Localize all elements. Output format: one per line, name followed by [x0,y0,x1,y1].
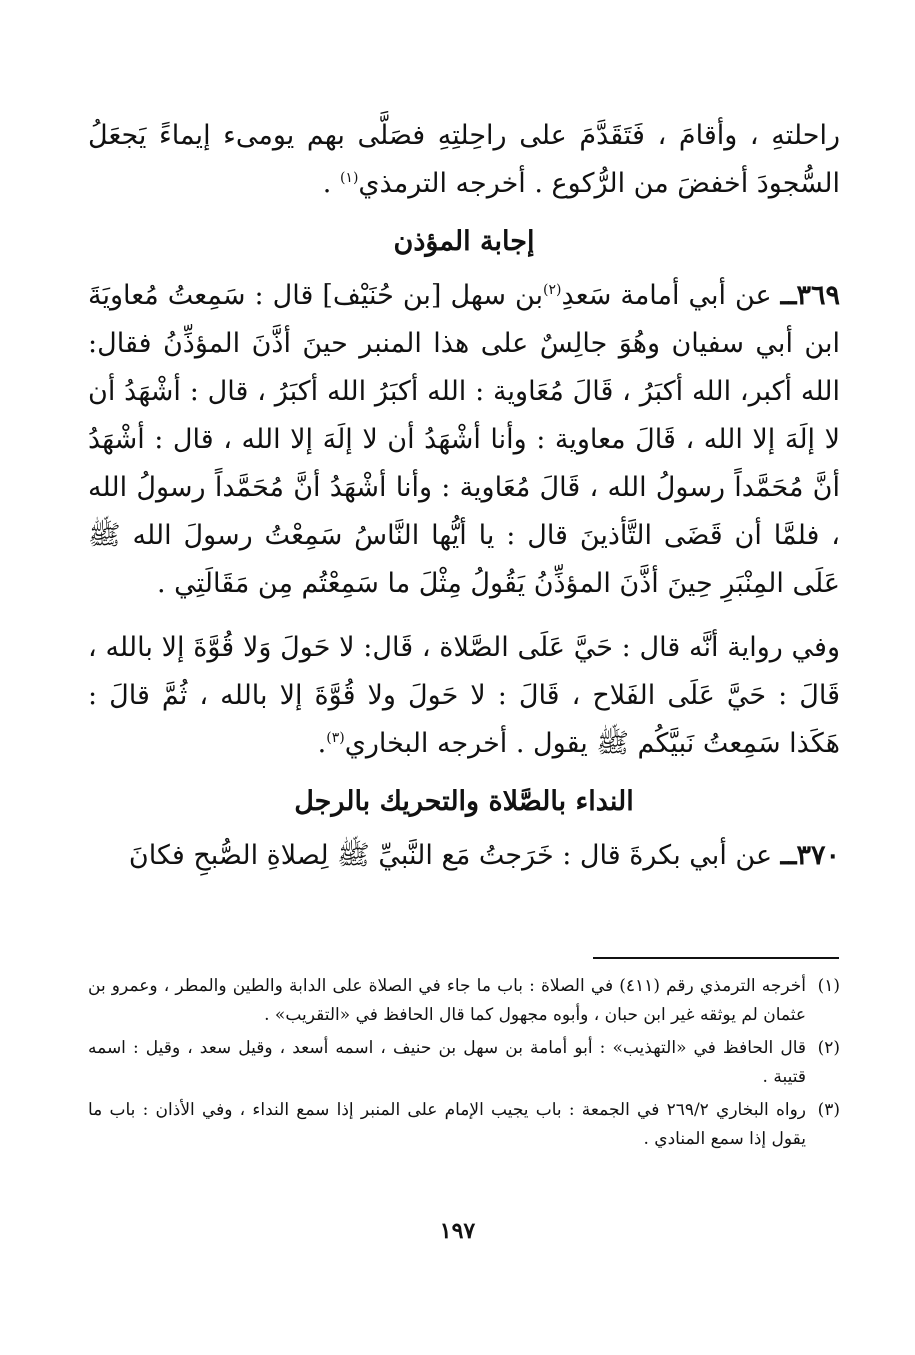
opening-end: . [322,168,340,199]
hadith-369-number: ٣٦٩ــ [780,280,841,311]
riwaya-text: وفي رواية أنَّه قال : حَيَّ عَلَى الصَّلاة ، قَال: لا حَولَ وَلا قُوَّةَ إلا بالله ، قَالَ : حَيَّ عَلَى الفَلاح ، قَالَ : لا حَولَ ولا قُوَّةَ إلا بالله ، ثُمَّ قالَ : هَكَذا سَمِعتُ نَبيَّكُم ﷺ يقول . أخرجه البخاري [88,632,840,759]
page-number: ١٩٧ [439,1218,476,1244]
hadith-369-text-part1: عن أبي أمامة سَعدِ [561,280,781,311]
section-heading-call-to-prayer: النداء بالصَّلاة والتحريك بالرجل [294,786,634,817]
riwaya-end: . [317,728,327,759]
riwaya-paragraph [88,624,840,768]
hadith-370-text: عن أبي بكرةَ قال : خَرَجتُ مَع النَّبيِّ ﷺ لِصلاةِ الصُّبحِ فكانَ [128,840,781,871]
footnote-item [88,1034,840,1092]
footnote-number: (٣) [817,1100,840,1120]
footnote-number: (١) [817,976,840,996]
hadith-369 [88,272,840,608]
footnote-divider [593,957,839,959]
footnote-number: (٢) [817,1038,840,1058]
footnote-text: أخرجه الترمذي رقم (٤١١) في الصلاة : باب ما جاء في الصلاة على الدابة والطين والمطر ، وعمرو بن عثمان لم يوثقه غير ابن حبان ، وأبوه مجهول كما قال الحافظ في «التقريب» . [88,976,806,1025]
footnotes-section [88,972,840,1158]
hadith-370-number: ٣٧٠ــ [780,840,840,871]
footnote-text: قال الحافظ في «التهذيب» : أبو أمامة بن سهل بن حنيف ، اسمه أسعد ، وقيل سعد ، وقيل : اسمه قتيبة . [88,1038,806,1087]
opening-paragraph [88,112,840,208]
hadith-369-text-part2: بن سهل [بن حُنَيْف] قال : سَمِعتُ مُعاويَةَ ابن أبي سفيان وهُوَ جالِسٌ على هذا المنبر حينَ أذَّنَ المؤذِّنُ فقال: الله أكبر، الله أكبَرُ ، قَالَ مُعَاوية : الله أكبَرُ الله أكبَرُ ، قال : أشْهَدُ أن لا إلَهَ إلا الله ، قَالَ معاوية : وأنا أشْهَدُ أن لا إلَهَ إلا الله ، قال : أشْهَدُ أنَّ مُحَمَّداً رسولُ الله ، قَالَ مُعَاوية : وأنا أشْهَدُ أنَّ مُحَمَّداً رسولُ الله ، فلمَّا أن قَضَى التَّأذينَ قال : يا أيُّها النَّاسُ سَمِعْتُ رسولَ الله ﷺ عَلَى المِنْبَرِ حِينَ أذَّنَ المؤذِّنُ يَقُولُ مِثْلَ ما سَمِعْتُم مِن مَقَالَتِي . [88,280,840,599]
footnote-marker-1: (١) [339,170,359,186]
footnote-text: رواه البخاري ٢٦٩/٢ في الجمعة : باب يجيب الإمام على المنبر إذا سمع النداء ، وفي الأذان : باب ما يقول إذا سمع المنادي . [88,1100,807,1149]
footnote-marker-3: (٣) [326,730,345,746]
footnote-item [88,1096,840,1154]
hadith-370 [88,832,840,880]
footnote-marker-2: (٢) [543,282,562,298]
footnote-item [88,972,840,1030]
main-text-body [88,112,840,880]
opening-text: راحلتهِ ، وأقامَ ، فَتَقَدَّمَ على راحِلتِهِ فصَلَّى بهم يومىء إيماءً يَجعَلُ السُّجودَ أخفضَ من الرُّكوع . أخرجه الترمذي [88,120,840,199]
section-heading-adhan-response: إجابة المؤذن [393,226,535,257]
